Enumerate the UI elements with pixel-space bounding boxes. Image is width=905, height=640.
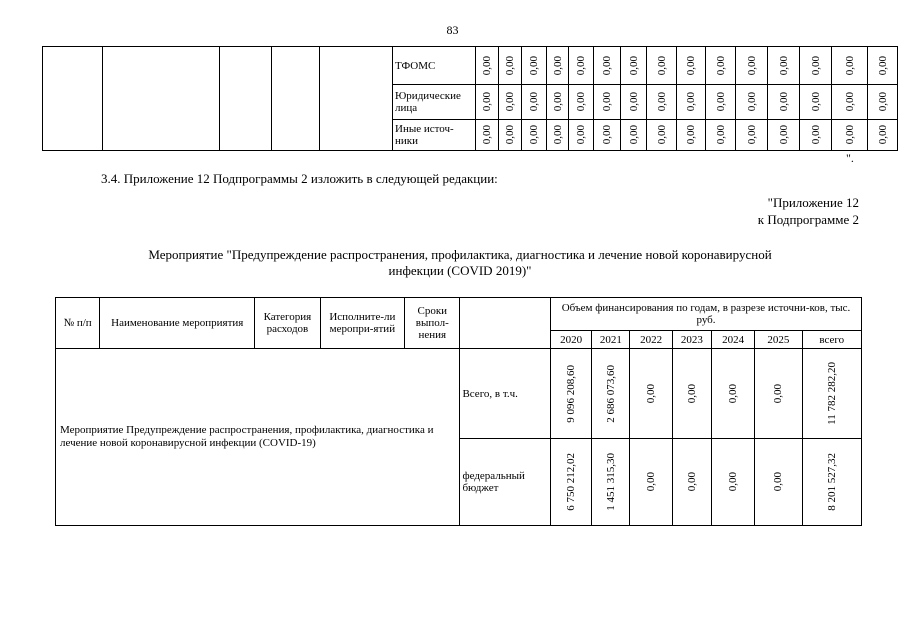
value-cell: 0,00 xyxy=(809,55,822,76)
header-year: 2023 xyxy=(672,331,711,349)
value-cell: 0,00 xyxy=(575,125,587,145)
header-num: № п/п xyxy=(56,298,100,349)
top-table xyxy=(42,46,898,151)
value-cell: 0,00 xyxy=(714,125,727,145)
value-cell: 0,00 xyxy=(745,125,758,145)
header-year: 2020 xyxy=(551,331,592,349)
value-cell: 0,00 xyxy=(876,55,889,76)
header-category: Категория расходов xyxy=(255,298,320,349)
header-funding: Объем финансирования по годам, в разрезе источни-ков, тыс. руб. xyxy=(551,298,862,331)
empty-cell xyxy=(320,47,393,151)
value-cell: 0,00 xyxy=(575,92,587,112)
empty-cell xyxy=(103,47,220,151)
main-table xyxy=(55,297,862,526)
value-cell: 0,00 xyxy=(627,125,640,145)
value-cell: 0,00 xyxy=(645,383,658,404)
source-label: федеральный бюджет xyxy=(460,439,551,526)
value-cell: 0,00 xyxy=(685,92,697,112)
header-name: Наименование мероприятия xyxy=(100,298,255,349)
header-empty xyxy=(460,298,551,349)
value-cell: 0,00 xyxy=(528,125,540,145)
value-cell: 6 750 212,02 xyxy=(565,453,578,511)
source-label: ТФОМС xyxy=(393,47,476,85)
header-terms: Сроки выпол-нения xyxy=(405,298,460,349)
title-line-1: Мероприятие "Предупреждение распространения, профилактика, диагностика и лечение новой коронавирусной xyxy=(148,247,772,262)
value-cell: 0,00 xyxy=(528,55,540,76)
value-cell: 0,00 xyxy=(481,125,493,145)
value-cell: 0,00 xyxy=(843,92,856,112)
value-cell: 0,00 xyxy=(655,92,668,112)
source-label: Иные источ-ники xyxy=(393,120,476,151)
value-cell: 0,00 xyxy=(575,55,587,76)
value-cell: 0,00 xyxy=(843,55,856,76)
value-cell: 0,00 xyxy=(876,125,889,145)
value-cell: 0,00 xyxy=(627,92,640,112)
value-cell: 0,00 xyxy=(551,55,564,76)
value-cell: 0,00 xyxy=(772,383,785,404)
value-cell: 0,00 xyxy=(714,92,727,112)
value-cell: 0,00 xyxy=(528,92,540,112)
header-row xyxy=(56,298,862,331)
value-cell: 0,00 xyxy=(685,125,697,145)
value-cell: 11 782 282,20 xyxy=(825,362,838,425)
table-row xyxy=(56,349,862,439)
value-cell: 0,00 xyxy=(685,55,697,76)
value-cell: 0,00 xyxy=(601,92,613,112)
value-cell: 1 451 315,30 xyxy=(604,453,617,511)
value-cell: 0,00 xyxy=(685,383,698,404)
value-cell: 0,00 xyxy=(504,92,516,112)
value-cell: 9 096 208,60 xyxy=(565,364,578,423)
value-cell: 0,00 xyxy=(627,55,640,76)
value-cell: 0,00 xyxy=(714,55,727,76)
empty-cell xyxy=(220,47,272,151)
value-cell: 0,00 xyxy=(809,92,822,112)
value-cell: 8 201 527,32 xyxy=(825,453,838,511)
value-cell: 0,00 xyxy=(551,92,564,112)
header-total: всего xyxy=(802,331,861,349)
value-cell: 0,00 xyxy=(601,125,613,145)
event-name-cell: Мероприятие Предупреждение распространения, профилактика, диагностика и лечение новой коронавирусной инфекции (COVID-19) xyxy=(56,349,460,526)
value-cell: 0,00 xyxy=(777,92,790,112)
appendix-line-2: к Подпрограмме 2 xyxy=(757,212,859,227)
value-cell: 0,00 xyxy=(481,92,493,112)
closing-quote: ". xyxy=(846,151,854,165)
empty-cell xyxy=(43,47,103,151)
value-cell: 0,00 xyxy=(843,125,856,145)
amendment-paragraph: 3.4. Приложение 12 Подпрограммы 2 изложить в следующей редакции: xyxy=(101,171,498,186)
source-label: Юридические лица xyxy=(393,85,476,120)
value-cell: 0,00 xyxy=(777,55,790,76)
page-number: 83 xyxy=(446,23,459,37)
value-cell: 0,00 xyxy=(655,55,668,76)
header-executors: Исполните-ли меропри-ятий xyxy=(320,298,405,349)
value-cell: 2 686 073,60 xyxy=(604,364,617,423)
value-cell: 0,00 xyxy=(809,125,822,145)
value-cell: 0,00 xyxy=(777,125,790,145)
appendix-line-1: "Приложение 12 xyxy=(767,195,859,210)
value-cell: 0,00 xyxy=(601,55,613,76)
header-year: 2025 xyxy=(755,331,802,349)
value-cell: 0,00 xyxy=(876,92,889,112)
value-cell: 0,00 xyxy=(504,125,516,145)
value-cell: 0,00 xyxy=(727,383,740,404)
value-cell: 0,00 xyxy=(745,55,758,76)
title-line-2: инфекции (COVID 2019)" xyxy=(388,263,532,278)
header-year: 2022 xyxy=(630,331,672,349)
value-cell: 0,00 xyxy=(727,472,740,492)
empty-cell xyxy=(272,47,320,151)
header-year: 2024 xyxy=(711,331,754,349)
value-cell: 0,00 xyxy=(745,92,758,112)
value-cell: 0,00 xyxy=(481,55,493,76)
source-label: Всего, в т.ч. xyxy=(460,349,551,439)
value-cell: 0,00 xyxy=(772,472,785,492)
value-cell: 0,00 xyxy=(645,472,658,492)
header-year: 2021 xyxy=(592,331,630,349)
value-cell: 0,00 xyxy=(551,125,564,145)
value-cell: 0,00 xyxy=(655,125,668,145)
value-cell: 0,00 xyxy=(504,55,516,76)
value-cell: 0,00 xyxy=(685,472,698,492)
table-row xyxy=(43,47,898,85)
